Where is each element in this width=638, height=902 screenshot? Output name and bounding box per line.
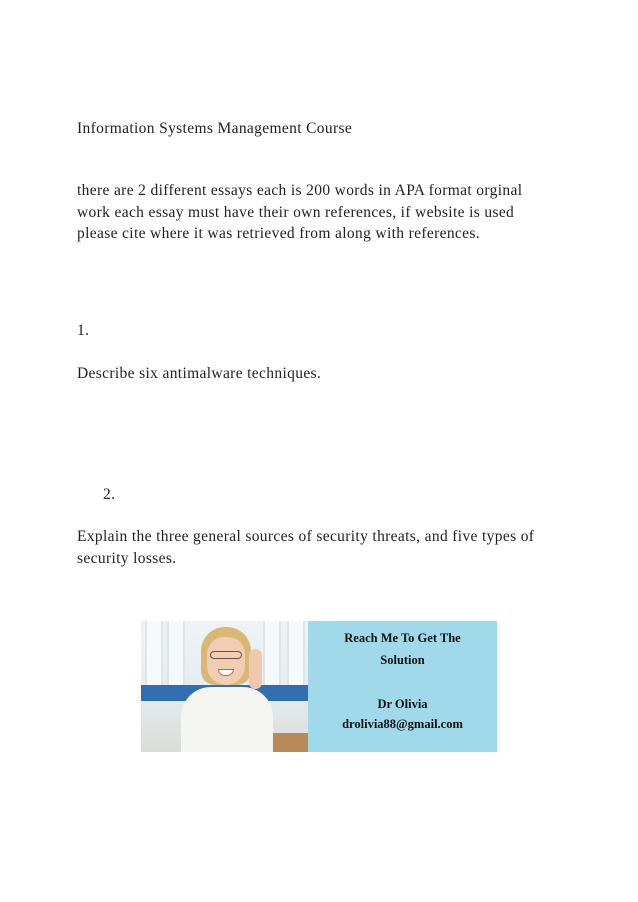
question-1-text: Describe six antimalware techniques. (77, 365, 322, 382)
question-2-number: 2. (103, 486, 116, 503)
question-2-text: Explain the three general sources of security threats, and five types of security losses. (77, 528, 535, 567)
promo-headline: Reach Me To Get The (344, 631, 461, 645)
contact-panel (308, 621, 497, 752)
promo-subheadline: Solution (380, 653, 425, 667)
tutor-photo (141, 621, 308, 752)
contact-banner (141, 621, 497, 752)
document-title: Information Systems Management Course (77, 120, 353, 137)
assignment-instructions: there are 2 different essays each is 200 words in APA format orginal work each essay must have their own references, if website is used please cite where it was retrieved from along with references. (77, 182, 523, 242)
question-1-number: 1. (77, 322, 90, 339)
contact-name: Dr Olivia (377, 697, 428, 711)
contact-email[interactable]: drolivia88@gmail.com (342, 717, 463, 731)
